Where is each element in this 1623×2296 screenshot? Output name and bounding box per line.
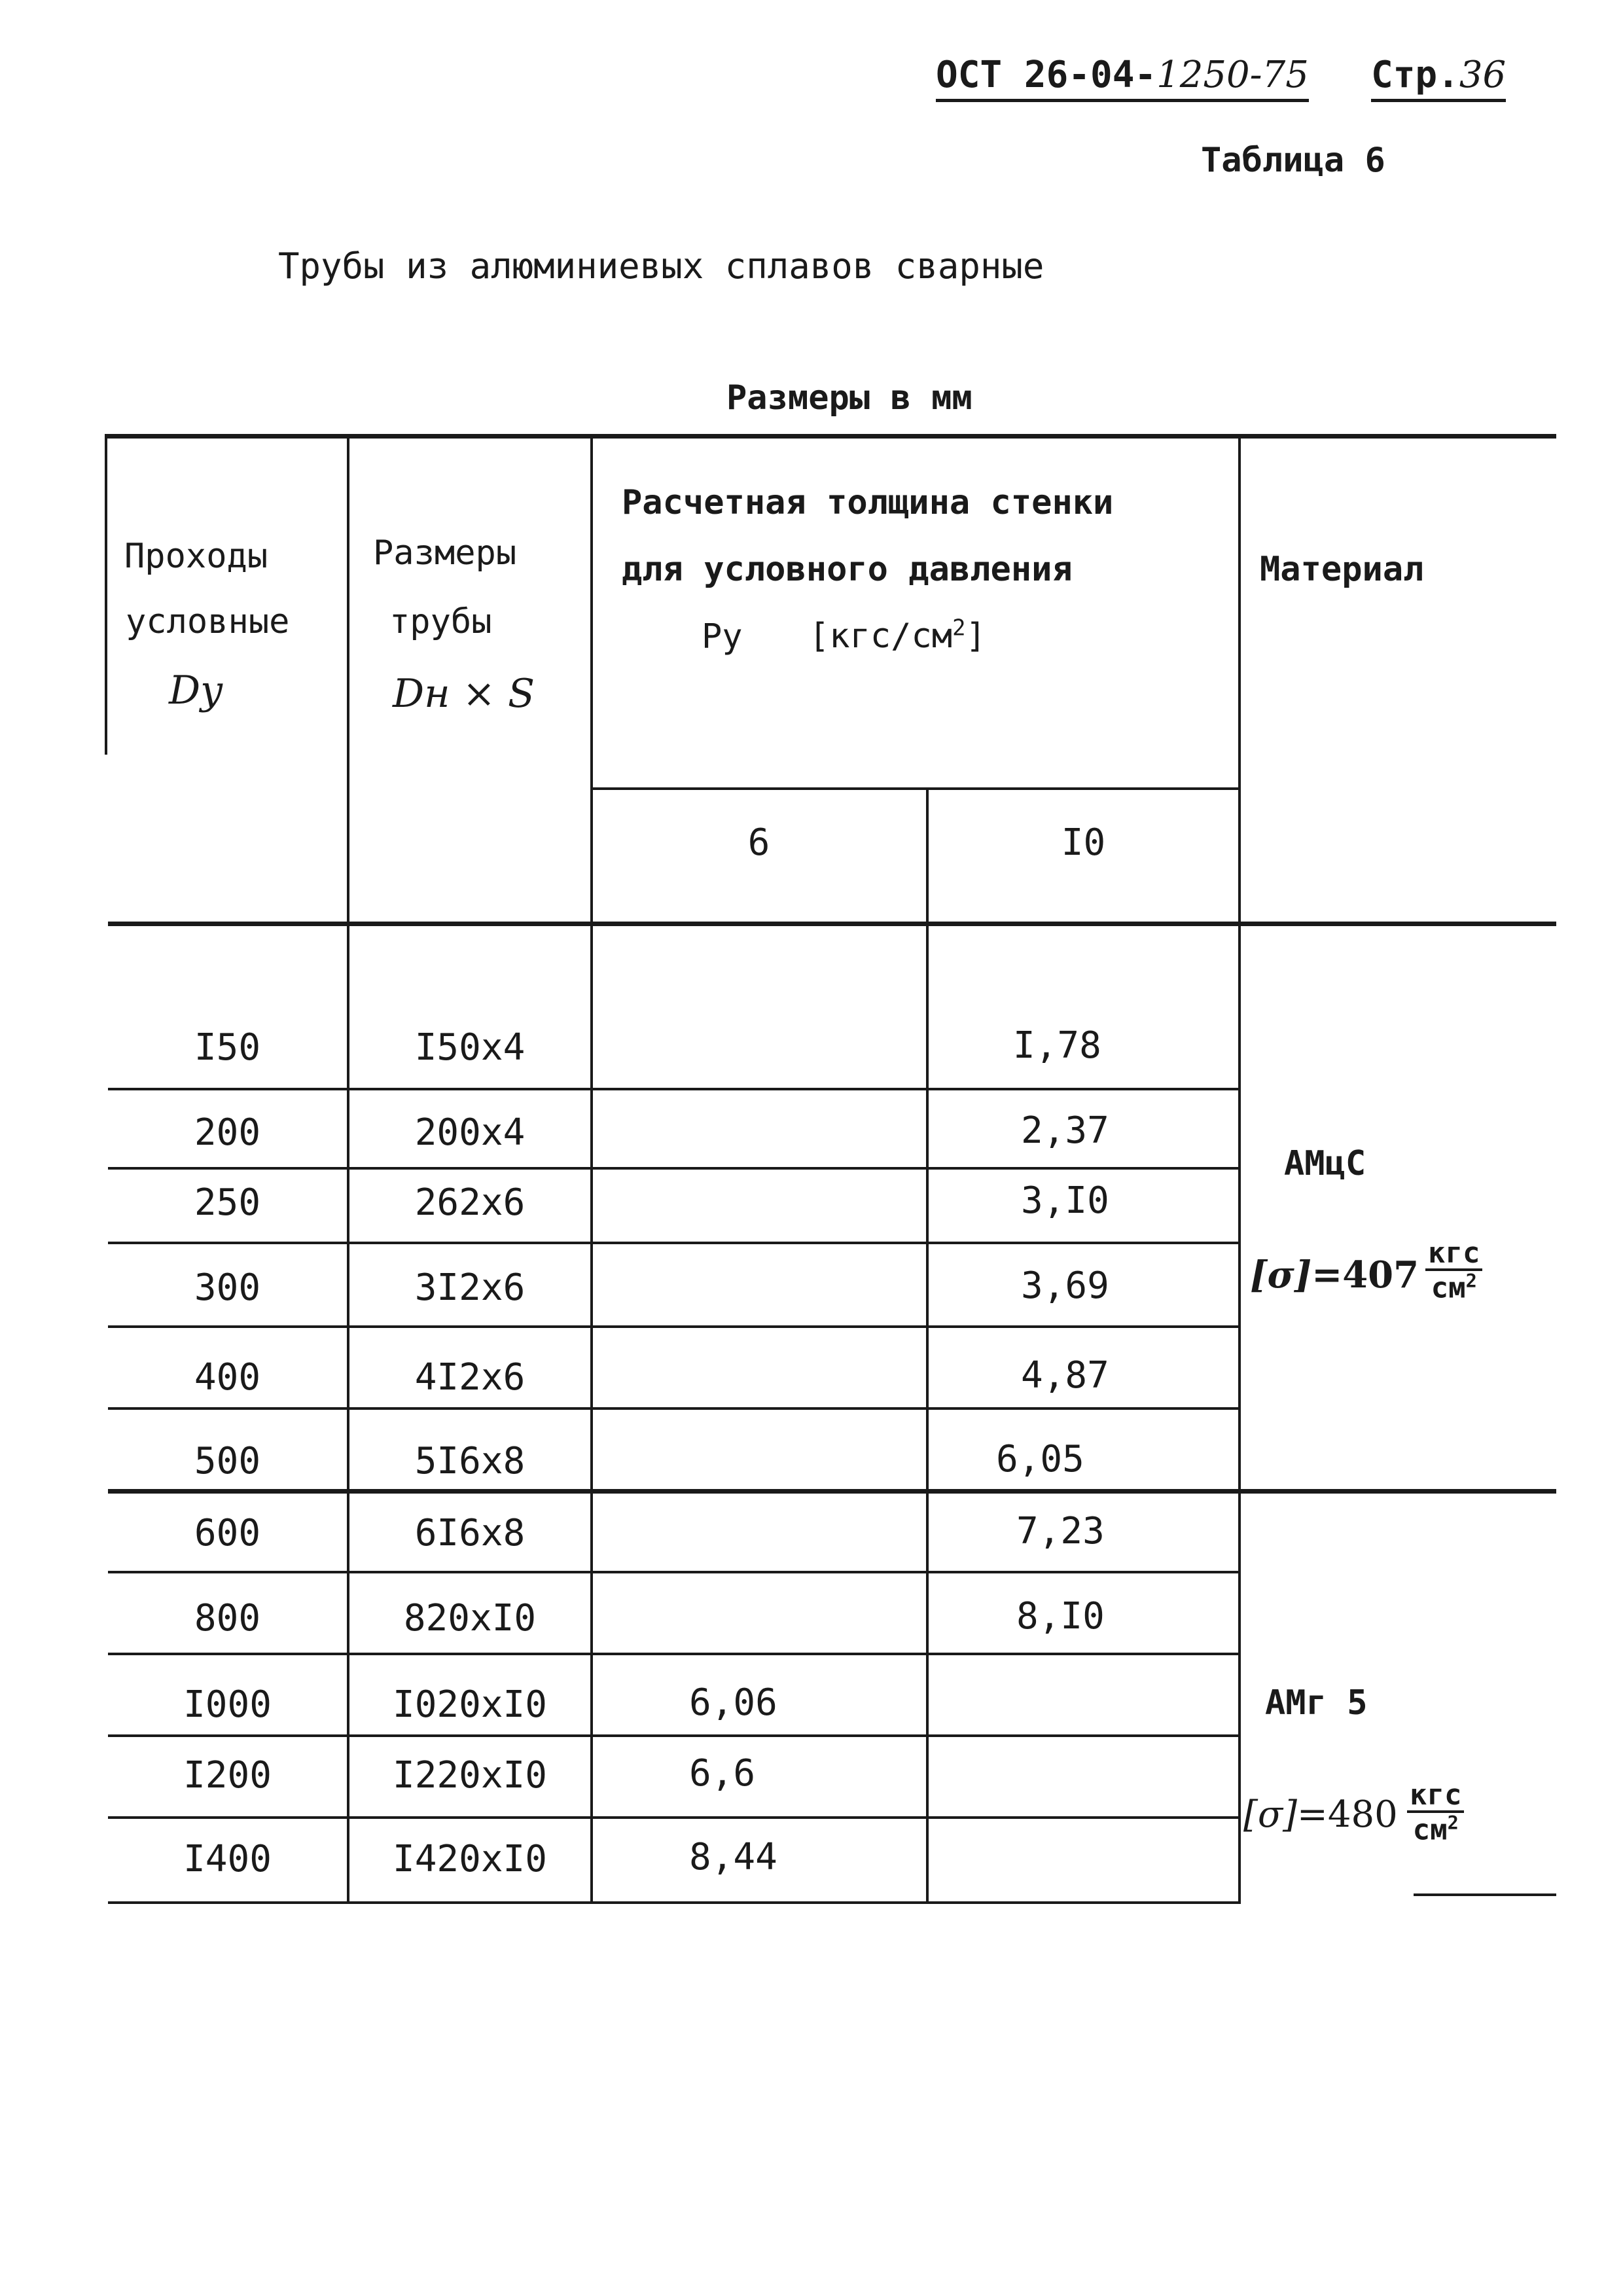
table-top-border bbox=[105, 434, 1556, 439]
cell-size: 5I6x8 bbox=[414, 1440, 526, 1482]
cell-dy: 500 bbox=[194, 1440, 261, 1482]
cell-dy: I000 bbox=[183, 1683, 272, 1726]
cell-p6: 6,06 bbox=[689, 1681, 777, 1724]
cell-p6: 6,6 bbox=[689, 1752, 756, 1795]
row-divider bbox=[108, 1325, 1241, 1328]
col-divider-3 bbox=[926, 787, 929, 1901]
cell-p10: 4,87 bbox=[1021, 1354, 1109, 1397]
material-stress-amts bbox=[1250, 1253, 1419, 1297]
page-reference bbox=[1371, 54, 1506, 102]
unit-denominator-base: см bbox=[1431, 1271, 1466, 1305]
document-code bbox=[936, 54, 1309, 102]
col-header-wall-thickness-l1: Расчетная толщина стенки bbox=[622, 483, 1114, 522]
pressure-unit-close: ] bbox=[965, 617, 986, 656]
row-divider bbox=[108, 1167, 1241, 1170]
pressure-unit bbox=[809, 617, 986, 656]
cell-p10: I,78 bbox=[1013, 1024, 1101, 1067]
row-divider bbox=[108, 1816, 1241, 1819]
cell-p6: 8,44 bbox=[689, 1836, 777, 1878]
col-header-pressure-6: 6 bbox=[747, 821, 770, 864]
pressure-unit-base: [кгс/см bbox=[808, 617, 953, 656]
material-stress-amg5 bbox=[1243, 1793, 1398, 1836]
cell-dy: 400 bbox=[194, 1356, 261, 1399]
unit-numerator: кгс bbox=[1407, 1780, 1464, 1813]
header-bottom-border bbox=[108, 922, 1556, 926]
col-header-wall-thickness-l2: для условного давления bbox=[622, 550, 1073, 589]
row-divider bbox=[108, 1734, 1241, 1737]
row-divider bbox=[108, 1407, 1241, 1410]
table-number: Таблица 6 bbox=[1201, 141, 1385, 180]
unit-denominator bbox=[1407, 1813, 1464, 1846]
stress-unit-fraction bbox=[1425, 1238, 1482, 1304]
col-header-nominal-bore-symbol: Dу bbox=[169, 668, 223, 713]
col-divider-2 bbox=[590, 434, 593, 1901]
table-bottom-border bbox=[108, 1901, 1241, 1904]
material-name-amts: АМцС bbox=[1284, 1144, 1366, 1183]
col-header-nominal-bore-l2: условные bbox=[126, 602, 290, 641]
col-divider-4 bbox=[1238, 434, 1241, 1901]
cell-size: I020xI0 bbox=[392, 1683, 547, 1726]
pressure-symbol: Ру bbox=[702, 617, 743, 656]
stress-label: [σ] bbox=[1250, 1253, 1312, 1297]
cell-dy: I200 bbox=[183, 1754, 272, 1797]
doc-code-handwritten: 1250 bbox=[1156, 54, 1250, 96]
cell-size: 200x4 bbox=[414, 1111, 526, 1154]
cell-dy: 600 bbox=[194, 1512, 261, 1554]
cell-dy: I50 bbox=[194, 1026, 261, 1069]
cell-p10: 3,69 bbox=[1021, 1265, 1109, 1307]
col-header-pressure-symbol bbox=[702, 615, 986, 656]
cell-dy: I400 bbox=[183, 1838, 272, 1880]
cell-size: 6I6x8 bbox=[414, 1512, 526, 1554]
material-name-amg5: АМг 5 bbox=[1265, 1683, 1368, 1723]
cell-size: 4I2x6 bbox=[414, 1356, 526, 1399]
col-header-nominal-bore-l1: Проходы bbox=[124, 537, 268, 576]
unit-denominator bbox=[1425, 1271, 1482, 1304]
unit-denominator-base: см bbox=[1412, 1813, 1448, 1847]
col-header-pressure-10: I0 bbox=[1061, 821, 1106, 864]
row-divider bbox=[108, 1088, 1241, 1090]
cell-dy: 300 bbox=[194, 1266, 261, 1309]
unit-denominator-exponent: 2 bbox=[1465, 1270, 1477, 1293]
row-divider bbox=[108, 1571, 1241, 1573]
units-note: Размеры в мм bbox=[726, 378, 972, 418]
unit-denominator-exponent: 2 bbox=[1447, 1812, 1459, 1835]
pressure-unit-exponent: 2 bbox=[952, 615, 966, 641]
row-divider bbox=[108, 1653, 1241, 1655]
stress-value: =480 bbox=[1296, 1793, 1398, 1836]
page-label: Стр. bbox=[1371, 54, 1459, 96]
row-divider bbox=[108, 1242, 1241, 1244]
table-title: Трубы из алюминиевых сплавов сварные bbox=[278, 245, 1044, 287]
col-header-pipe-size-symbol: Dн × S bbox=[393, 671, 535, 717]
page-number: 36 bbox=[1459, 54, 1507, 96]
table-left-border bbox=[105, 434, 107, 755]
cell-p10: 6,05 bbox=[996, 1438, 1084, 1480]
col-header-material: Материал bbox=[1260, 550, 1424, 589]
cell-p10: 2,37 bbox=[1021, 1109, 1109, 1152]
cell-dy: 200 bbox=[194, 1111, 261, 1154]
cell-size: 820xI0 bbox=[403, 1597, 537, 1640]
col-header-pipe-size-l2: трубы bbox=[389, 602, 492, 641]
col-header-pipe-size-l1: Размеры bbox=[373, 533, 517, 573]
cell-size: I420xI0 bbox=[392, 1838, 547, 1880]
stress-value: =407 bbox=[1311, 1253, 1419, 1297]
unit-numerator: кгс bbox=[1425, 1238, 1482, 1271]
cell-p10: 8,I0 bbox=[1016, 1595, 1105, 1638]
cell-size: I220xI0 bbox=[392, 1754, 547, 1797]
cell-p10: 3,I0 bbox=[1021, 1179, 1109, 1222]
stress-unit-fraction bbox=[1407, 1780, 1464, 1846]
doc-code-suffix: -75 bbox=[1249, 54, 1309, 96]
cell-dy: 800 bbox=[194, 1597, 261, 1640]
col-divider-1 bbox=[347, 434, 349, 1901]
material-bottom-line bbox=[1414, 1893, 1556, 1896]
cell-size: 3I2x6 bbox=[414, 1266, 526, 1309]
doc-code-prefix: ОСТ 26-04- bbox=[936, 54, 1157, 96]
cell-dy: 250 bbox=[194, 1181, 261, 1224]
cell-p10: 7,23 bbox=[1016, 1510, 1105, 1552]
cell-size: 262x6 bbox=[414, 1181, 526, 1224]
material-group-divider bbox=[108, 1489, 1556, 1494]
header-subdivider bbox=[592, 787, 1241, 790]
stress-label: [σ] bbox=[1243, 1793, 1297, 1836]
cell-size: I50x4 bbox=[414, 1026, 526, 1069]
